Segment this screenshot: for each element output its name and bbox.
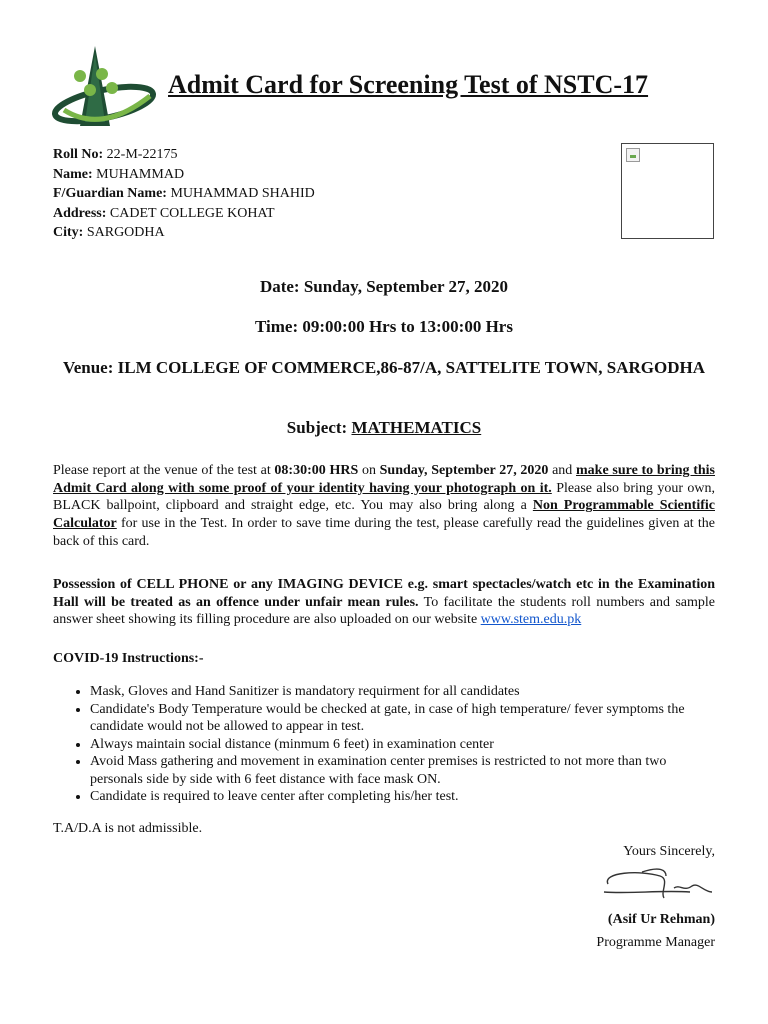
broken-image-icon	[626, 148, 640, 162]
guardian-row	[53, 184, 315, 204]
list-item: • Candidate is required to leave center after completing his/her test.	[90, 788, 715, 806]
subject-label: Subject:	[286, 418, 348, 437]
page-title: Admit Card for Screening Test of NSTC-17	[168, 70, 649, 99]
report-time: 08:30:00 HRS	[274, 463, 359, 478]
name-value: MUHAMMAD	[96, 166, 185, 182]
identity-requirement: make sure to bring this Admit Card along with some proof of your identity having your photograph on it.	[53, 463, 715, 496]
exam-venue: Venue: ILM COLLEGE OF COMMERCE,86-87/A, SATTELITE TOWN, SARGODHA	[63, 358, 705, 377]
instr-text-3: and	[552, 463, 573, 478]
device-warning	[53, 576, 715, 629]
closing: Yours Sincerely,	[623, 844, 715, 859]
exam-time: Time: 09:00:00 Hrs to 13:00:00 Hrs	[255, 317, 513, 336]
exam-subject	[40, 418, 728, 438]
address-row	[53, 204, 315, 224]
device-warning-text: To facilitate the students roll numbers and sample answer sheet showing its filling procedure are also uploaded on our website	[53, 594, 716, 628]
address-value: CADET COLLEGE KOHAT	[109, 205, 275, 221]
report-instructions	[53, 462, 715, 551]
roll-row	[53, 145, 315, 165]
covid-title: COVID-19 Instructions:-	[53, 651, 204, 666]
candidate-info	[53, 145, 315, 243]
list-item: • Candidate's Body Temperature would be checked at gate, in case of high temperature/ fever symptoms the candidate would not be allowed to appear in test.	[90, 701, 715, 736]
instr-text-1: Please report at the venue of the test at	[53, 463, 271, 478]
covid-list	[53, 683, 715, 806]
subject-value: MATHEMATICS	[351, 418, 482, 437]
instr-text-5: for use in the Test. In order to save time during the test, please carefully read the guidelines given at the back of this card.	[53, 516, 716, 549]
city-label: City:	[53, 225, 84, 240]
device-warning-bold: Possession of CELL PHONE or any IMAGING DEVICE e.g. smart spectacles/watch etc in the Examination Hall will be treated as an offence under unfair mean rules.	[53, 577, 715, 610]
tada-note: T.A/D.A is not admissible.	[53, 821, 203, 836]
website-link[interactable]: www.stem.edu.pk	[480, 612, 582, 628]
calculator-requirement: Non Programmable Scientific Calculator	[53, 498, 715, 532]
guardian-value: MUHAMMAD SHAHID	[170, 186, 315, 201]
instr-text-2: on	[361, 463, 376, 478]
list-item: • Avoid Mass gathering and movement in examination center premises is restricted to not more than two personals side by side with 6 feet distance with face mask ON.	[90, 753, 715, 788]
list-item: • Always maintain social distance (minmum 6 feet) in examination center	[90, 736, 715, 754]
signature	[600, 862, 718, 908]
roll-value: 22-M-22175	[106, 147, 178, 162]
exam-date: Date: Sunday, September 27, 2020	[259, 277, 509, 296]
photo-box	[621, 143, 714, 239]
name-row	[53, 165, 315, 185]
city-row	[53, 223, 315, 243]
instr-text-4: Please also bring your own, BLACK ballpoint, clipboard and straight edge, etc. You may also bring along a	[53, 480, 716, 514]
city-value: SARGODHA	[86, 225, 165, 240]
report-date: Sunday, September 27, 2020	[379, 463, 549, 478]
signer-role: Programme Manager	[596, 935, 715, 950]
nstc-logo	[50, 44, 160, 144]
guardian-label: F/Guardian Name:	[53, 186, 167, 201]
list-item: • Mask, Gloves and Hand Sanitizer is mandatory requirment for all candidates	[90, 683, 715, 701]
name-label: Name:	[53, 166, 93, 182]
signer-name: (Asif Ur Rehman)	[607, 912, 715, 927]
roll-label: Roll No:	[53, 147, 104, 162]
address-label: Address:	[53, 205, 107, 221]
